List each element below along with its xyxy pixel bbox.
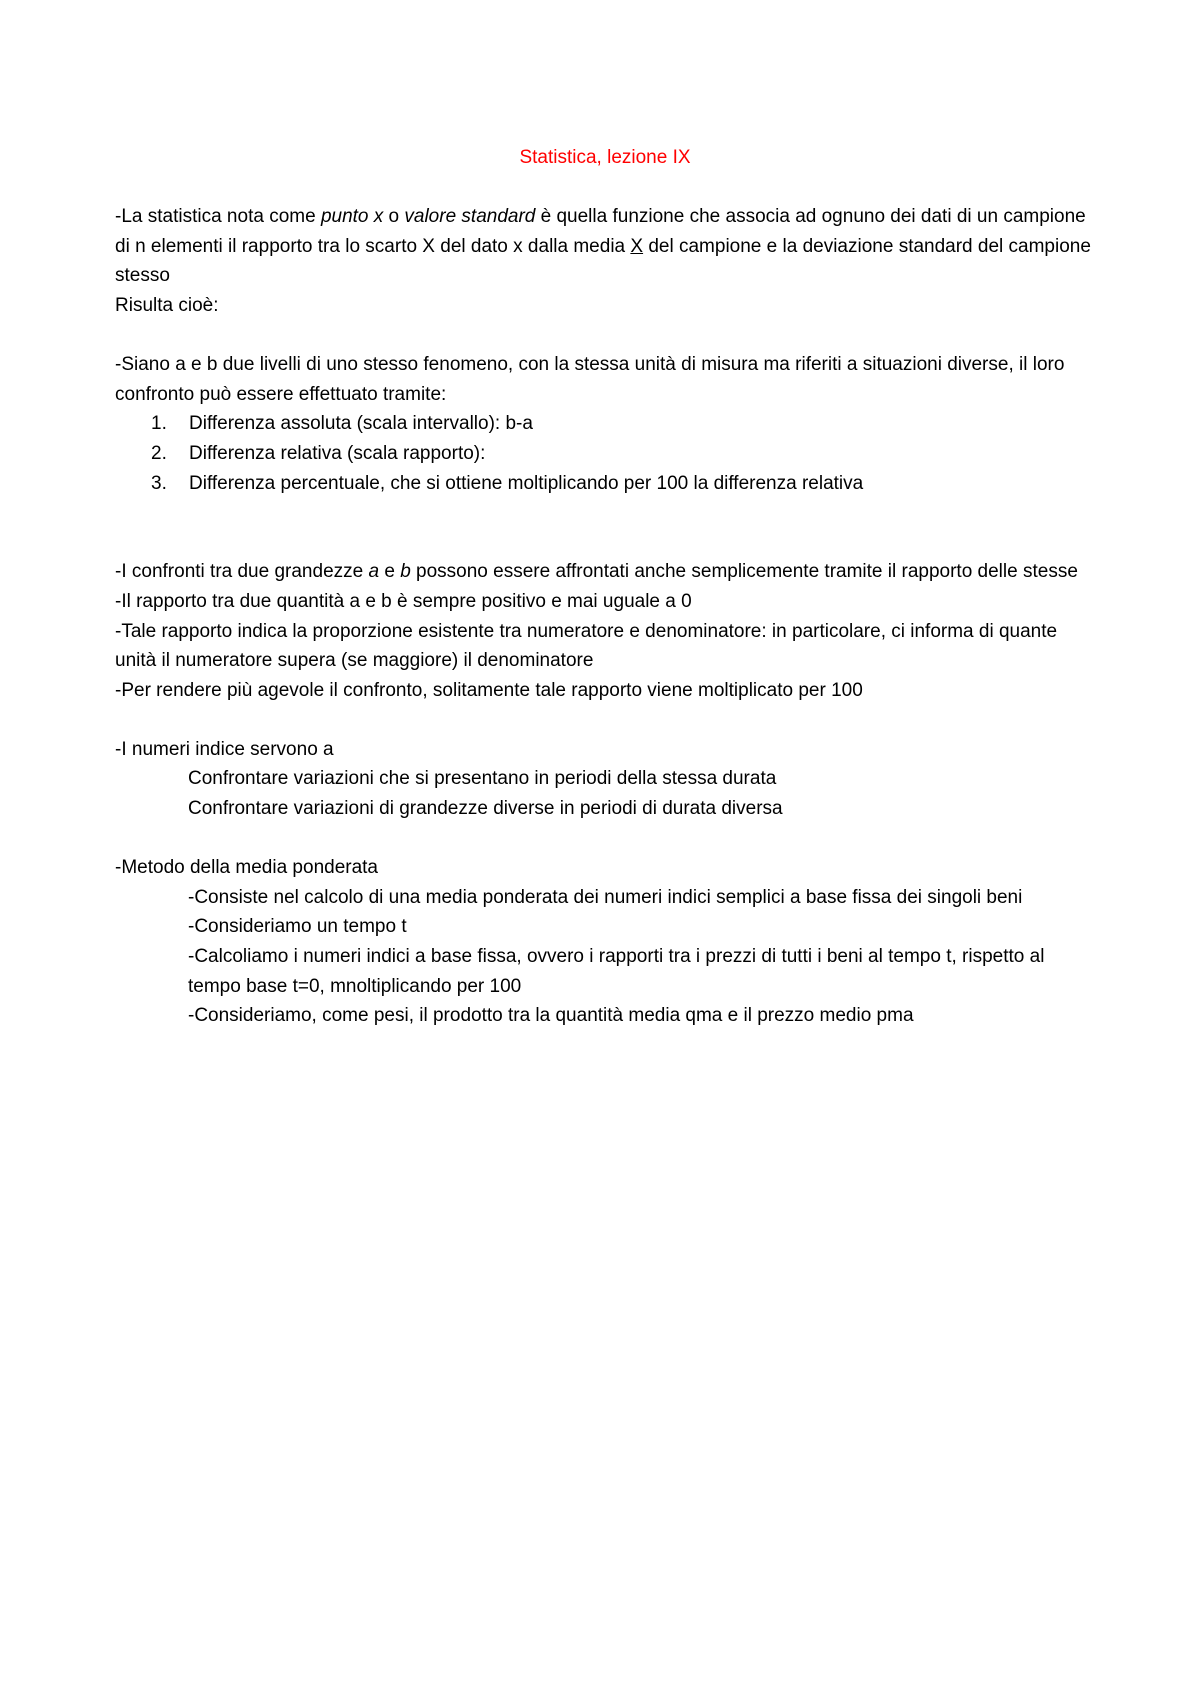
paragraph-media-ponderata: -Metodo della media ponderata bbox=[115, 857, 379, 879]
underlined-term: X bbox=[630, 235, 644, 257]
paragraph-risulta: Risulta cioè: bbox=[115, 294, 219, 316]
paragraph-confronti bbox=[115, 557, 1095, 587]
text-run: e bbox=[379, 561, 401, 583]
indented-item: -Calcoliamo i numeri indici a base fissa, ovvero i rapporti tra i prezzi di tutti i beni al tempo t, rispetto al tempo base t=0, mnoltiplicando per 100 bbox=[188, 946, 1045, 997]
paragraph-punto-x bbox=[115, 202, 1095, 291]
text-run: è quella funzione che associa ad ognuno dei dati di un campione di n elementi il rapporto tra lo scarto X del dato x dalla media bbox=[115, 206, 1086, 257]
indented-item: -Consideriamo un tempo t bbox=[188, 916, 407, 938]
paragraph-numeri-indice: -I numeri indice servono a bbox=[115, 738, 334, 760]
paragraph-proporzione: -Tale rapporto indica la proporzione esistente tra numeratore e denominatore: in particolare, ci informa di quante unità il numeratore supera (se maggiore) il denominatore bbox=[115, 620, 1058, 672]
indented-item: -Consideriamo, come pesi, il prodotto tra la quantità media qma e il prezzo medio pma bbox=[188, 1005, 914, 1027]
list-number: 2. bbox=[151, 442, 167, 464]
text-run: -I confronti tra due grandezze bbox=[115, 561, 369, 583]
paragraph-rapporto-positivo: -Il rapporto tra due quantità a e b è sempre positivo e mai uguale a 0 bbox=[115, 590, 692, 612]
numbered-list bbox=[115, 409, 1095, 498]
list-item bbox=[115, 409, 1095, 439]
italic-term: valore standard bbox=[404, 206, 536, 228]
blank-line bbox=[115, 498, 1095, 557]
italic-term: a bbox=[368, 561, 380, 583]
indented-item: -Consiste nel calcolo di una media ponderata dei numeri indici semplici a base fissa dei singoli beni bbox=[188, 886, 1023, 908]
blank-line bbox=[115, 321, 1095, 351]
italic-term: punto x bbox=[320, 206, 384, 228]
blank-line bbox=[115, 173, 1095, 203]
text-run: -La statistica nota come bbox=[115, 206, 321, 228]
list-item-text: Differenza relativa (scala rapporto): bbox=[189, 442, 486, 464]
text-run: del campione e la deviazione standard del campione stesso bbox=[115, 235, 1091, 287]
italic-term: b bbox=[400, 561, 411, 583]
list-item-text: Differenza percentuale, che si ottiene moltiplicando per 100 la differenza relativa bbox=[189, 472, 864, 494]
list-number: 3. bbox=[151, 472, 167, 494]
list-item bbox=[115, 469, 1095, 499]
paragraph-siano: -Siano a e b due livelli di uno stesso fenomeno, con la stessa unità di misura ma riferiti a situazioni diverse, il loro confronto può essere effettuato tramite: bbox=[115, 354, 1065, 405]
list-item bbox=[115, 439, 1095, 469]
list-number: 1. bbox=[151, 413, 167, 435]
indented-item: Confrontare variazioni di grandezze diverse in periodi di durata diversa bbox=[188, 798, 783, 820]
paragraph-agevole: -Per rendere più agevole il confronto, solitamente tale rapporto viene moltiplicato per 100 bbox=[115, 679, 863, 701]
blank-line bbox=[115, 824, 1095, 854]
list-item-text: Differenza assoluta (scala intervallo): b-a bbox=[189, 413, 533, 435]
text-run: possono essere affrontati anche semplicemente tramite il rapporto delle stesse bbox=[410, 561, 1078, 583]
document-title: Statistica, lezione IX bbox=[519, 147, 691, 168]
document-body bbox=[115, 143, 1095, 1031]
indented-item: Confrontare variazioni che si presentano in periodi della stessa durata bbox=[188, 768, 777, 790]
text-run: o bbox=[383, 206, 405, 228]
blank-line bbox=[115, 705, 1095, 735]
